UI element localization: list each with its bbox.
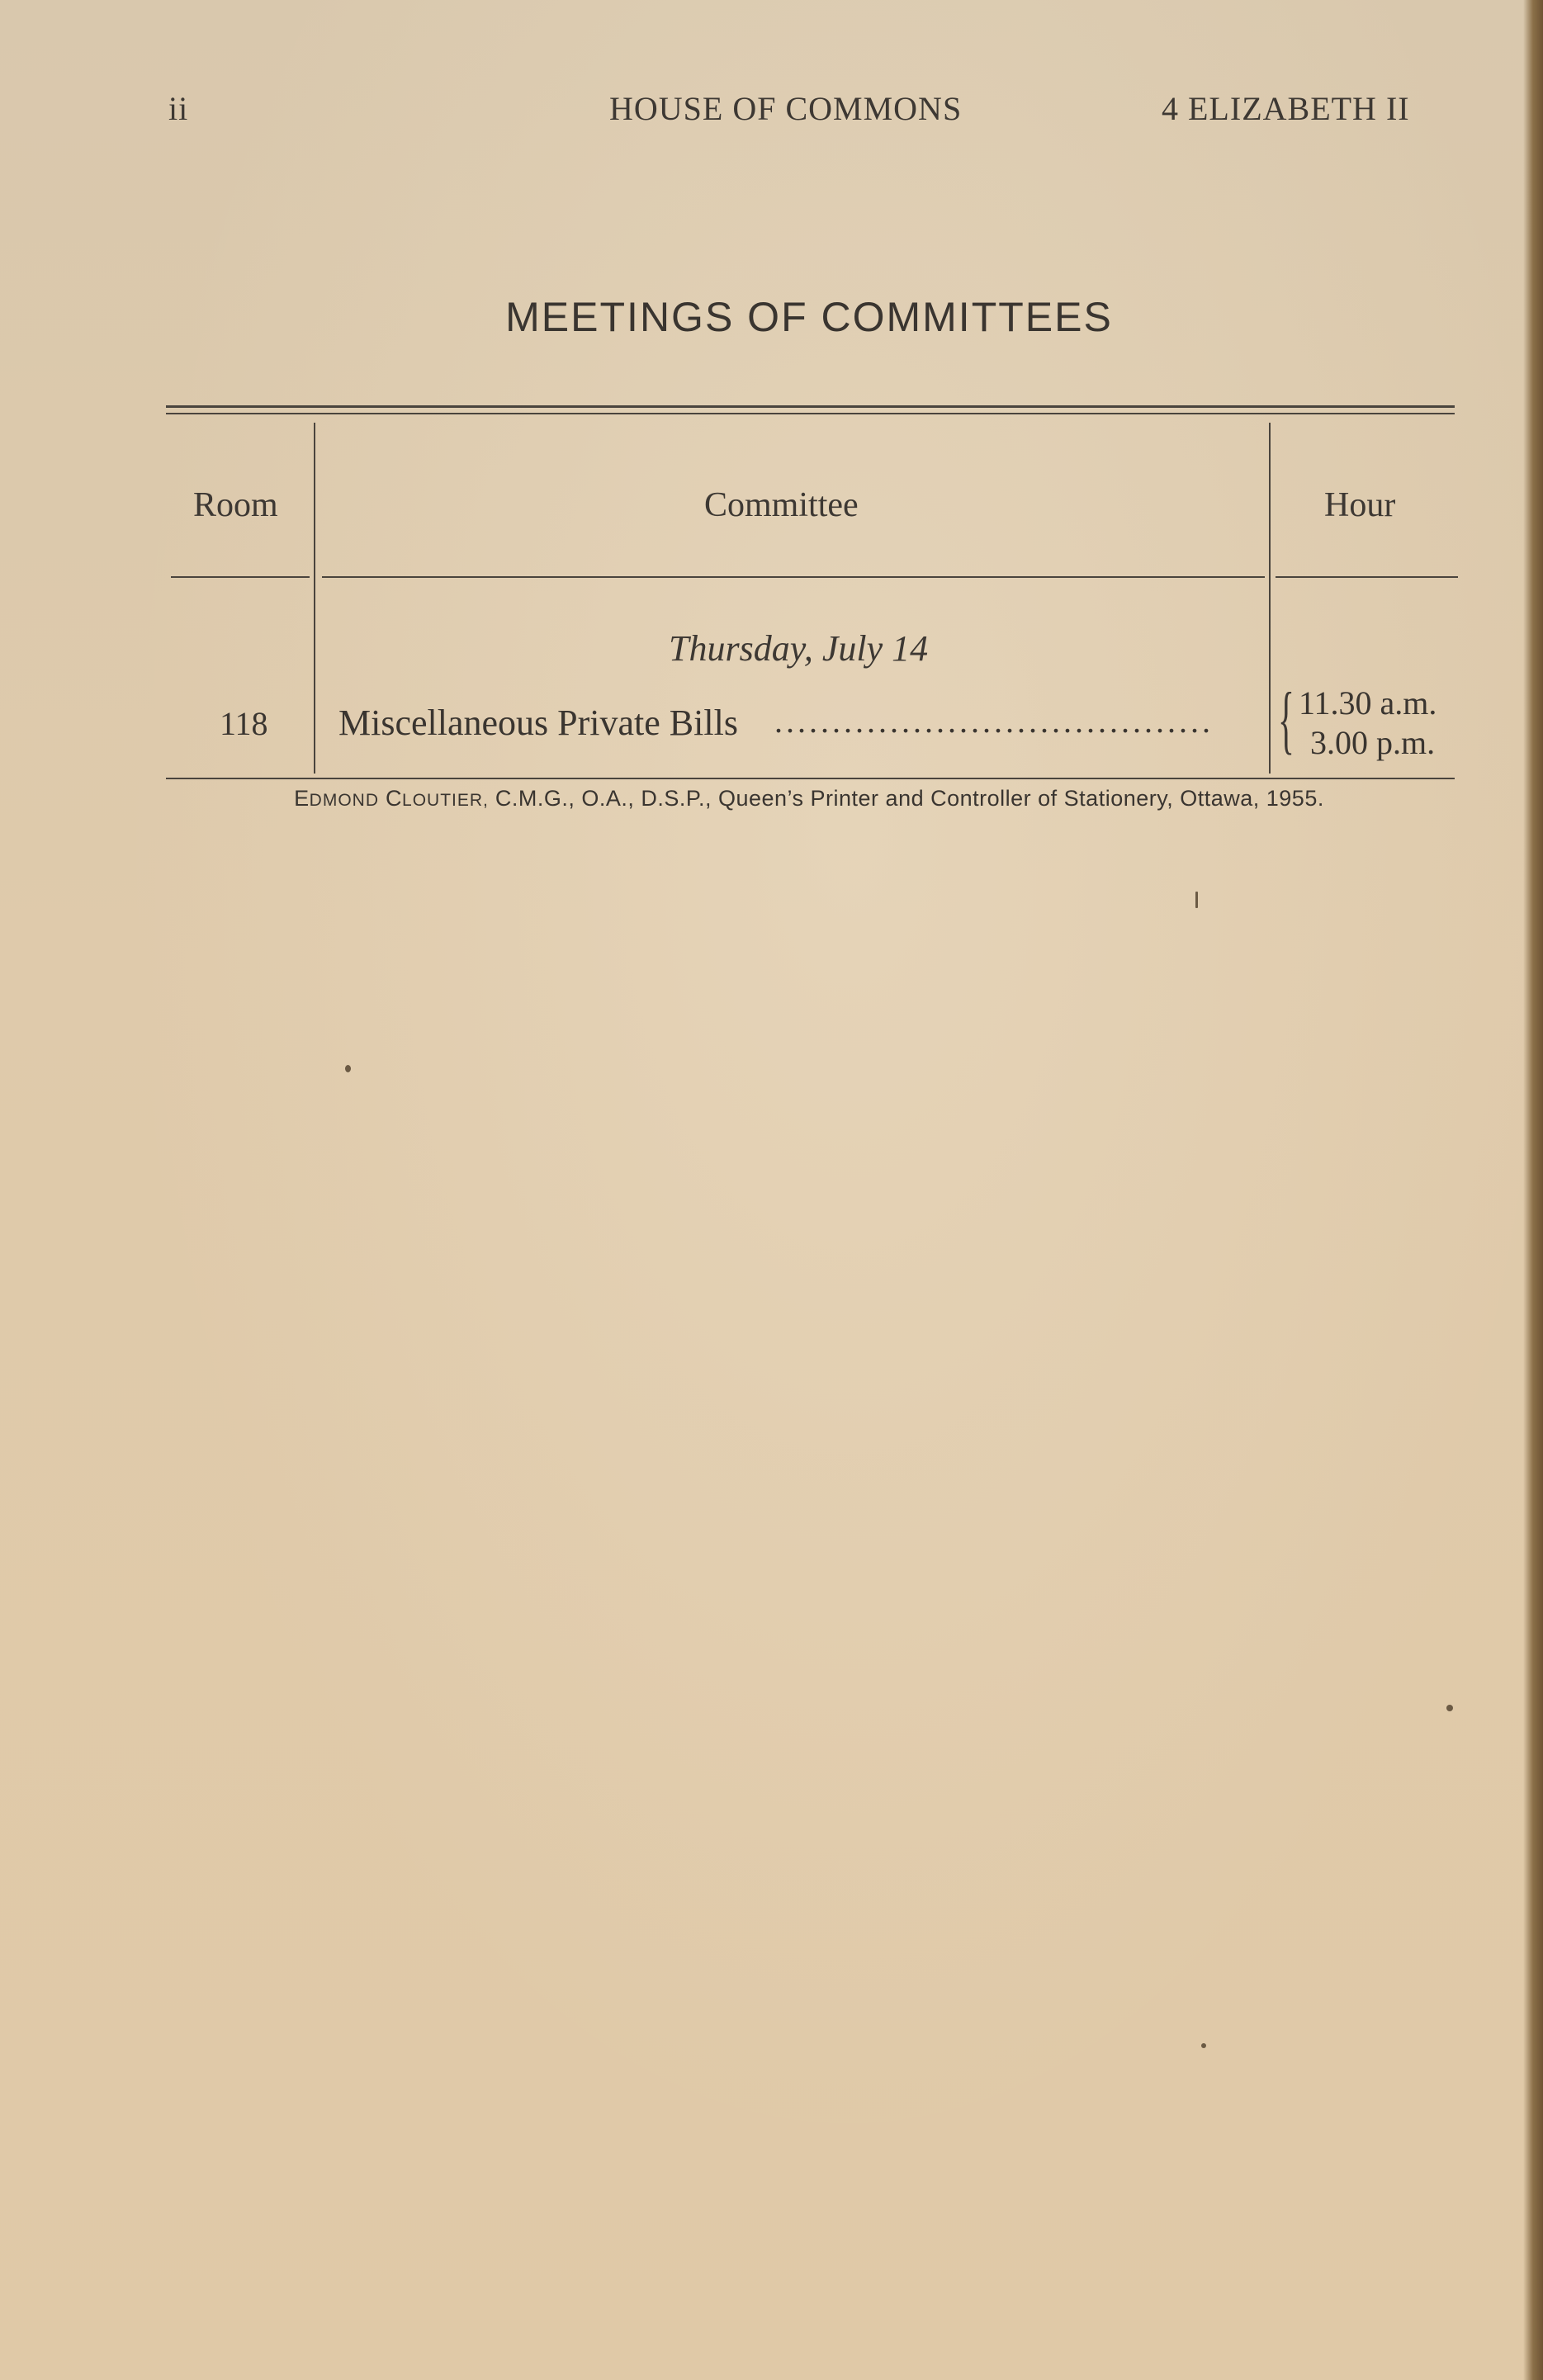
table-cell-room: 118 <box>220 705 268 742</box>
header-underline-room <box>171 576 310 578</box>
imprint-name-first-rest: DMOND <box>309 791 379 810</box>
table-cell-committee: Miscellaneous Private Bills <box>338 703 738 743</box>
table-bottom-rule <box>166 778 1455 779</box>
column-header-room: Room <box>193 486 278 524</box>
table-cell-hour-afternoon: 3.00 p.m. <box>1310 724 1436 761</box>
running-head-title: HOUSE OF COMMONS <box>609 90 963 127</box>
column-divider-committee-hour <box>1269 423 1271 774</box>
imprint-name-last-initial: C <box>386 786 403 811</box>
imprint-details: C.M.G., O.A., D.S.P., Queen’s Printer and Controller of Stationery, Ottawa, 1955. <box>495 786 1324 811</box>
imprint-name-last-rest: LOUTIER, <box>402 791 489 810</box>
paper-speck <box>1195 892 1198 908</box>
leader-dots: ...................................... <box>774 703 1214 740</box>
hour-brace: { <box>1278 677 1295 761</box>
page-spine-shadow <box>1523 0 1543 2380</box>
table-top-rule-inner <box>166 413 1455 414</box>
table-cell-hour-morning: 11.30 a.m. <box>1299 684 1437 722</box>
header-underline-hour <box>1276 576 1458 578</box>
imprint-name-first-initial: E <box>294 786 310 811</box>
table-top-rule <box>166 405 1455 408</box>
column-divider-room-committee <box>314 423 315 774</box>
page-title: MEETINGS OF COMMITTEES <box>505 294 1113 340</box>
column-header-hour: Hour <box>1324 486 1396 524</box>
meeting-day: Thursday, July 14 <box>669 628 929 669</box>
header-underline-committee <box>322 576 1265 578</box>
printer-imprint <box>0 786 1543 811</box>
column-header-committee: Committee <box>704 486 859 524</box>
paper-speck <box>1446 1705 1453 1711</box>
page-folio: ii <box>168 90 189 127</box>
paper-speck <box>345 1065 351 1072</box>
running-head-regnal-year: 4 ELIZABETH II <box>1162 90 1410 127</box>
paper-speck <box>1201 2043 1206 2048</box>
